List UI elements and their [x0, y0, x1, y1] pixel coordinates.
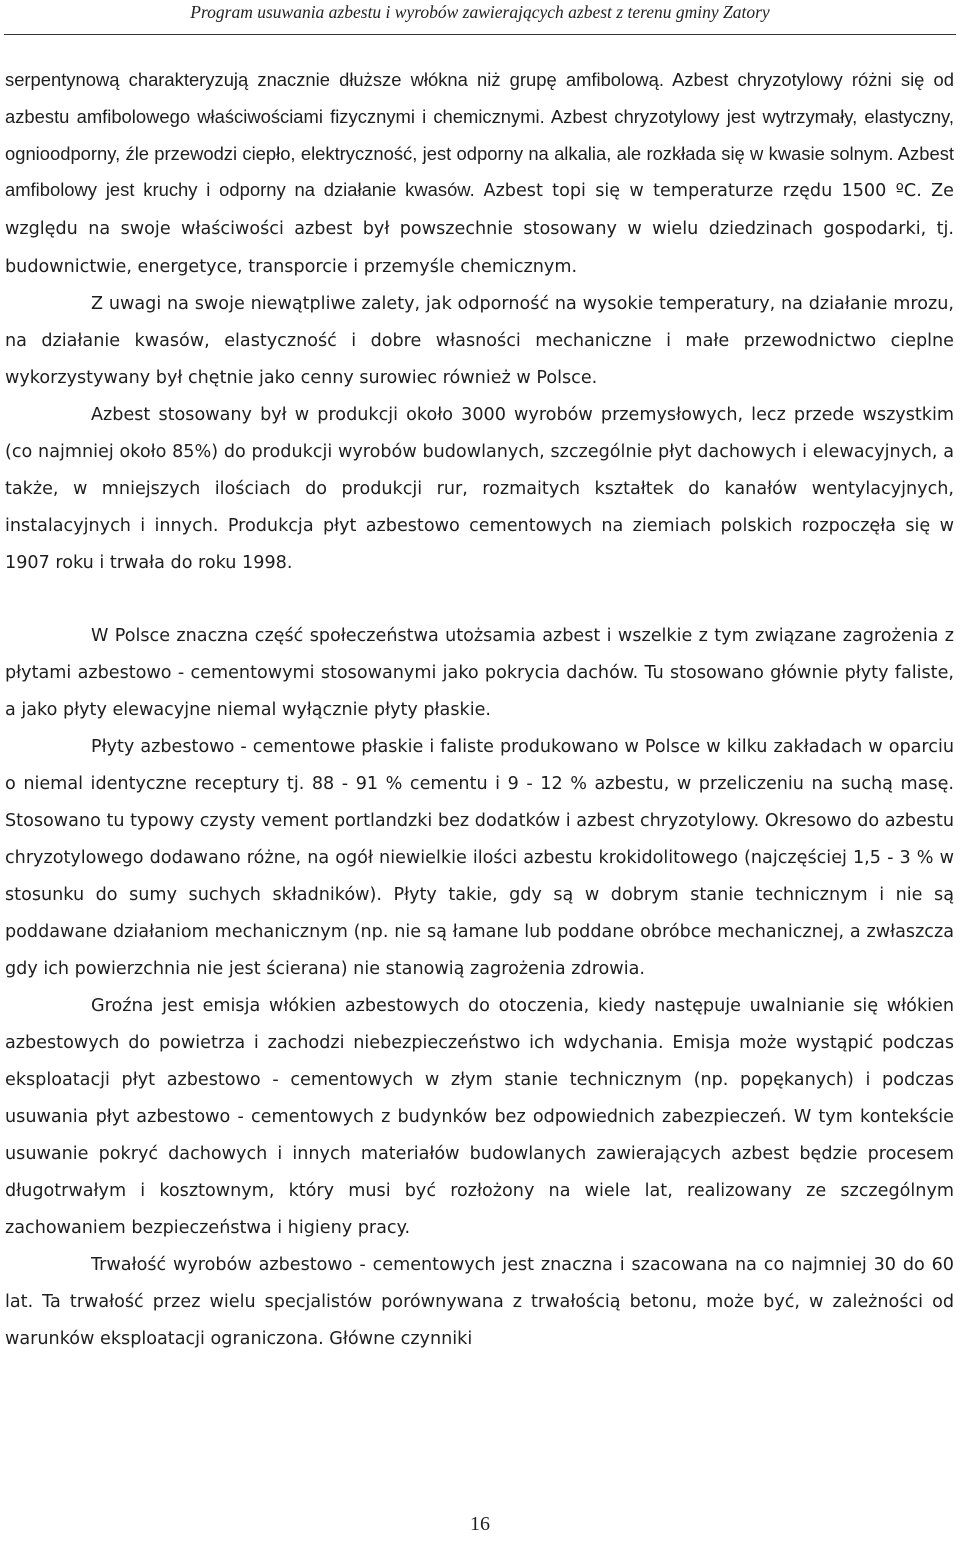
- header-title: Program usuwania azbestu i wyrobów zawierających azbest z terenu gminy Zatory: [190, 2, 770, 22]
- header-divider: [4, 34, 956, 35]
- paragraph-gap: [5, 582, 954, 618]
- paragraph-asbestos-properties: [5, 62, 954, 286]
- page-number: 16: [470, 1513, 490, 1535]
- paragraph-plate-composition: Płyty azbestowo - cementowe płaskie i faliste produkowano w Polsce w kilku zakładach w oparciu o niemal identyczne receptury tj. 88 - 91 % cementu i 9 - 12 % azbestu, w przeliczeniu na suchą masę. Stosowano tu typowy czysty vement portlandzki bez dodatków i azbest chryzotylowy. Okresowo do azbestu chryzotylowego dodawano różne, na ogół niewielkie ilości azbestu krokidolitowego (najczęściej 1,5 - 3 % w stosunku do sumy suchych składników). Płyty takie, gdy są w dobrym stanie technicznym i nie są poddawane działaniom mechanicznym (np. nie są łamane lub poddane obróbce mechanicznej, a zwłaszcza gdy ich powierzchnia nie jest ścierana) nie stanowią zagrożenia zdrowia.: [5, 736, 954, 979]
- paragraph-asbestos-properties-text: serpentynową charakteryzują znacznie dłuższe włókna niż grupę amfibolową. Azbest chryzotylowy różni się od azbestu amfibolowego właściwościami fizycznymi i chemicznymi. Azbest chryzotylowy jest wytrzymały, elastyczny, ognioodporny, źle przewodzi ciepło, elektryczność, jest odporny na alkalia, ale rozkłada się w kwasie solnym. Azbest amfibolowy jest kruchy i odporny na działanie kwasów.: [5, 69, 954, 201]
- paragraph-fiber-emission: Groźna jest emisja włókien azbestowych do otoczenia, kiedy następuje uwalnianie się włókien azbestowych do powietrza i zachodzi niebezpieczeństwo ich wdychania. Emisja może wystąpić podczas eksploatacji płyt azbestowo - cementowych w złym stanie technicznym (np. popękanych) i podczas usuwania płyt azbestowo - cementowych z budynków bez odpowiednich zabezpieczeń. W tym kontekście usuwanie pokryć dachowych i innych materiałów budowlanych zawierających azbest będzie procesem długotrwałym i kosztownym, który musi być rozłożony na wiele lat, realizowany ze szczególnym zachowaniem bezpieczeństwa i higieny pracy.: [5, 995, 954, 1238]
- document-body: [5, 62, 954, 1358]
- paragraph-durability: Trwałość wyrobów azbestowo - cementowych jest znaczna i szacowana na co najmniej 30 do 60 lat. Ta trwałość przez wielu specjalistów porównywana z trwałością betonu, może być, w zależności od warunków eksploatacji ograniczona. Główne czynniki: [5, 1254, 954, 1349]
- paragraph-production: Azbest stosowany był w produkcji około 3000 wyrobów przemysłowych, lecz przede wszystkim (co najmniej około 85%) do produkcji wyrobów budowlanych, szczególnie płyt dachowych i elewacyjnych, a także, w mniejszych ilościach do produkcji rur, rozmaitych kształtek do kanałów wentylacyjnych, instalacyjnych i innych. Produkcja płyt azbestowo cementowych na ziemiach polskich rozpoczęła się w 1907 roku i trwała do roku 1998.: [5, 404, 954, 573]
- paragraph-advantages: Z uwagi na swoje niewątpliwe zalety, jak odporność na wysokie temperatury, na działanie mrozu, na działanie kwasów, elastyczność i dobre własności mechaniczne i małe przewodnictwo cieplne wykorzystywany był chętnie jako cenny surowiec również w Polsce.: [5, 293, 954, 388]
- paragraph-poland-perception: W Polsce znaczna część społeczeństwa utożsamia azbest i wszelkie z tym związane zagrożenia z płytami azbestowo - cementowymi stosowanymi jako pokrycia dachów. Tu stosowano głównie płyty faliste, a jako płyty elewacyjne niemal wyłącznie płyty płaskie.: [5, 625, 954, 720]
- paragraph-asbestos-uses-text: Azbest topi się w temperaturze rzędu 1500 ºC. Ze względu na swoje właściwości azbest był powszechnie stosowany w wielu dziedzinach gospodarki, tj. budownictwie, energetyce, transporcie i przemyśle chemicznym.: [5, 181, 954, 277]
